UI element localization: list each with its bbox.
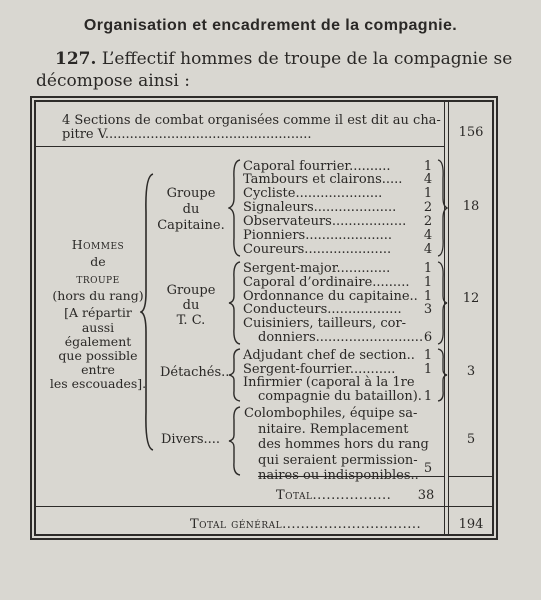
left-label-line: [A répartir [64,305,132,320]
group-label-line: du [182,298,200,313]
sections-total: 156 [458,125,484,140]
count: 3 [423,302,433,317]
count: 4 [423,242,433,257]
groupe-capitaine-label [155,186,227,234]
count-brace-icon [436,260,448,346]
count: 4 [423,228,433,243]
item-caporal-fourrier: Caporal fourrier.......... [243,159,391,174]
detaches-label: Détachés.. [160,365,230,380]
item-sergent-fourrier: Sergent-fourrier........... [243,362,396,377]
group-brace-icon [228,260,242,346]
count: 1 [423,159,433,174]
left-label-line: entre [81,362,115,377]
page-heading: Organisation et encadrement de la compagnie. [83,17,458,34]
sections-line-1: 4 Sections de combat organisées comme il est dit au cha- [62,113,441,128]
item-sergent-major: Sergent-major............. [243,261,391,276]
count: 1 [423,289,433,304]
count: 1 [423,261,433,276]
divers-line: naires ou indisponibles.. [258,468,419,483]
item-compagnie-bataillon: compagnie du bataillon). [258,389,422,404]
paragraph-line-1 [55,49,512,69]
group-total-divers: 5 [466,432,476,447]
row-divider [36,146,444,147]
group-total-tc: 12 [462,291,480,306]
item-conducteurs: Conducteurs.................. [243,302,402,317]
count: 2 [423,200,433,215]
hommes-de-troupe-label [48,236,148,391]
subtotal-value: 38 [417,488,435,503]
count-brace-icon [436,347,448,403]
group-label-line: Groupe [166,283,216,298]
count-brace-icon [436,158,448,258]
left-brace-icon [140,172,156,452]
count: 1 [423,275,433,290]
item-cuisiniers: Cuisiniers, tailleurs, cor- [243,316,407,331]
item-observateurs: Observateurs.................. [243,214,407,229]
count: 4 [423,172,433,187]
item-coureurs: Coureurs..................... [243,242,392,257]
item-cordonniers: donniers.......................... [258,330,424,345]
divers-line: nitaire. Remplacement [258,421,409,437]
item-pionniers: Pionniers..................... [243,228,392,243]
paragraph-line-2: décompose ainsi : [36,71,190,91]
grand-total-label: Total général.............................. [190,517,422,532]
group-total-capitaine: 18 [462,199,480,214]
grand-total-value: 194 [458,517,484,532]
group-brace-icon [228,158,242,258]
left-label-line: de [90,254,106,269]
group-label-line: Groupe [166,186,216,201]
groupe-tc-label [155,283,227,328]
count: 1 [423,362,433,377]
count: 1 [423,348,433,363]
group-label-line: Capitaine. [157,218,225,233]
group-total-detaches: 3 [466,364,476,379]
group-brace-icon [228,405,242,477]
left-label-line: que possible [58,348,138,363]
item-cycliste: Cycliste..................... [243,186,383,201]
item-infirmier: Infirmier (caporal à la 1re [243,375,415,390]
count: 6 [423,330,433,345]
divers-text [244,406,429,484]
left-label-line: aussi [81,320,115,335]
item-ordonnance: Ordonnance du capitaine.. [243,289,418,304]
subtotal-divider-right [449,476,492,477]
group-label-line: T. C. [176,313,206,328]
count: 1 [423,389,433,404]
left-label-line: Hommes [71,237,125,252]
grand-total-divider [36,506,492,507]
paragraph-text-1: L’effectif hommes de troupe de la compagnie se [101,49,513,69]
left-label-line: (hors du rang) [52,288,144,303]
subtotal-label: Total................. [276,488,392,503]
item-caporal-ordinaire: Caporal d’ordinaire......... [243,275,410,290]
item-signaleurs: Signaleurs.................... [243,200,397,215]
column-divider-double [448,102,449,534]
divers-label: Divers.... [161,432,221,447]
group-brace-icon [228,347,242,403]
group-label-line: du [182,202,200,217]
divers-line: qui seraient permission- [258,452,418,468]
item-adjudant: Adjudant chef de section.. [243,348,415,363]
count: 1 [423,186,433,201]
count: 2 [423,214,433,229]
divers-line: Colombophiles, équipe sa- [244,406,418,421]
sections-line-2: pitre V.................................................. [62,127,312,142]
divers-line: des hommes hors du rang [258,437,429,452]
left-label-line: également [64,334,132,349]
count: 5 [423,461,433,476]
paragraph-number: 127. [55,49,97,69]
item-tambours: Tambours et clairons..... [243,172,403,187]
left-label-line: les escouades]. [49,376,147,391]
left-label-line: troupe [76,271,120,286]
